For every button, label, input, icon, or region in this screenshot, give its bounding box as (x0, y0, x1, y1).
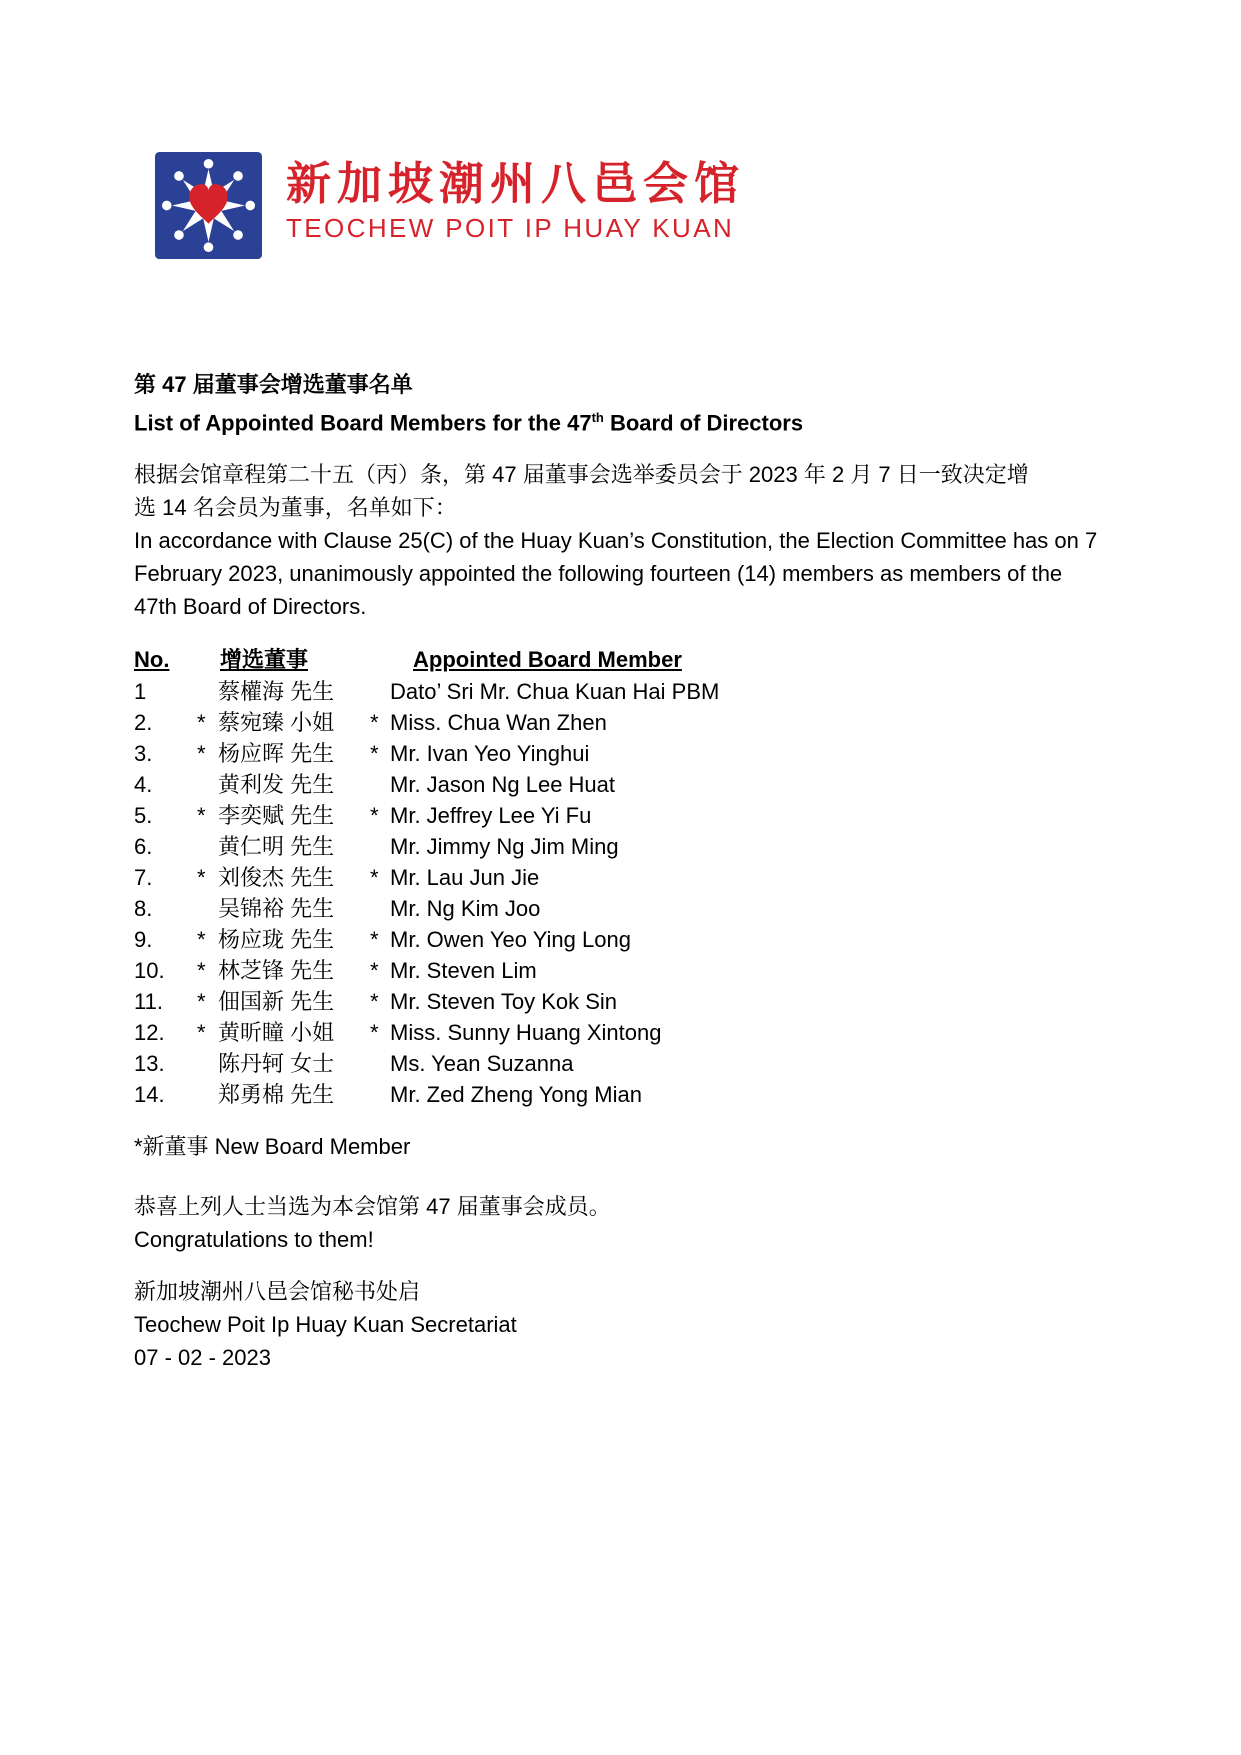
member-name-english (370, 831, 719, 862)
signoff-date: 07 - 02 - 2023 (134, 1345, 271, 1370)
congrats-english: Congratulations to them! (134, 1227, 374, 1252)
new-member-asterisk (197, 1048, 218, 1079)
english-name-text: Mr. Ivan Yeo Yinghui (390, 741, 590, 766)
table-row (134, 862, 719, 893)
new-member-asterisk: * (370, 989, 379, 1014)
new-member-asterisk (197, 831, 218, 862)
intro-line: February 2023, unanimously appointed the following fourteen (14) members as members of the (134, 561, 1063, 586)
congrats-chinese: 恭喜上列人士当选为本会馆第 47 届董事会成员。 (134, 1194, 611, 1219)
member-name-chinese (197, 707, 370, 738)
english-name-text: Mr. Ng Kim Joo (390, 896, 541, 921)
row-number: 6. (134, 834, 153, 859)
row-number: 3. (134, 741, 153, 766)
new-member-asterisk: * (370, 927, 379, 952)
chinese-name-text: 林芝锋 先生 (218, 958, 335, 983)
row-number: 13. (134, 1051, 165, 1076)
table-row (134, 1017, 719, 1048)
new-member-asterisk: * (197, 1020, 206, 1045)
chinese-name-text: 陈丹轲 女士 (218, 1051, 335, 1076)
intro-line: 选 14 名会员为董事，名单如下： (134, 495, 457, 520)
title-ordinal-superscript: th (591, 410, 604, 425)
row-number: 8. (134, 896, 153, 921)
member-name-english (370, 924, 719, 955)
member-name-chinese (197, 1079, 370, 1110)
member-name-english (370, 893, 719, 924)
title-chinese: 第 47 届董事会增选董事名单 (134, 372, 413, 397)
row-number: 4. (134, 772, 153, 797)
new-member-asterisk: * (370, 741, 379, 766)
member-name-english (370, 707, 719, 738)
english-name-text: Mr. Steven Lim (390, 958, 537, 983)
title-english-suffix: Board of Directors (603, 410, 804, 436)
members-table (134, 643, 719, 1110)
new-member-asterisk: * (197, 958, 206, 983)
row-number: 10. (134, 958, 165, 983)
chinese-name-text: 黄仁明 先生 (218, 834, 335, 859)
table-row (134, 986, 719, 1017)
chinese-name-text: 佃国新 先生 (218, 989, 335, 1014)
new-member-asterisk: * (197, 865, 206, 890)
english-name-text: Mr. Jeffrey Lee Yi Fu (390, 803, 592, 828)
member-name-chinese (197, 924, 370, 955)
new-member-asterisk: * (370, 710, 379, 735)
new-member-asterisk: * (197, 927, 206, 952)
table-row (134, 676, 719, 707)
new-member-note: *新董事 New Board Member (134, 1134, 411, 1159)
logo-text (286, 152, 745, 244)
logo-chinese-name: 新加坡潮州八邑会馆 (286, 157, 746, 210)
english-name-text: Mr. Zed Zheng Yong Mian (390, 1082, 642, 1107)
new-member-asterisk (370, 769, 390, 800)
member-name-english (370, 955, 719, 986)
row-number: 5. (134, 803, 153, 828)
english-name-text: Ms. Yean Suzanna (390, 1051, 574, 1076)
row-number: 1 (134, 679, 147, 704)
row-number: 14. (134, 1082, 165, 1107)
english-name-text: Miss. Chua Wan Zhen (390, 710, 607, 735)
new-member-asterisk (370, 893, 390, 924)
new-member-asterisk: * (197, 803, 206, 828)
new-member-asterisk: * (197, 741, 206, 766)
header-english-label: Appointed Board Member (413, 647, 682, 672)
new-member-asterisk (370, 676, 390, 707)
chinese-name-text: 李奕赋 先生 (218, 803, 335, 828)
chinese-name-text: 杨应晖 先生 (218, 741, 335, 766)
member-name-chinese (197, 800, 370, 831)
table-row (134, 955, 719, 986)
new-member-asterisk (197, 769, 218, 800)
row-number: 12. (134, 1020, 165, 1045)
table-header-row (134, 643, 719, 676)
row-number: 11. (134, 989, 163, 1014)
intro-line: In accordance with Clause 25(C) of the Huay Kuan’s Constitution, the Election Committee has on 7 (134, 528, 1098, 553)
table-row (134, 924, 719, 955)
new-member-asterisk: * (197, 989, 206, 1014)
member-name-english (370, 986, 719, 1017)
header-no-label: No. (134, 647, 170, 672)
title-english (134, 401, 803, 439)
english-name-text: Mr. Jimmy Ng Jim Ming (390, 834, 619, 859)
row-number: 9. (134, 927, 153, 952)
row-number: 2. (134, 710, 153, 735)
intro-paragraph (134, 458, 1124, 623)
member-name-chinese (197, 676, 370, 707)
member-name-chinese (197, 955, 370, 986)
new-member-asterisk (370, 1048, 390, 1079)
new-member-asterisk: * (197, 710, 206, 735)
new-member-asterisk (197, 676, 218, 707)
chinese-name-text: 黄昕瞳 小姐 (218, 1020, 335, 1045)
table-row (134, 1048, 719, 1079)
member-name-chinese (197, 1048, 370, 1079)
star-heart-emblem-icon (155, 152, 262, 259)
english-name-text: Miss. Sunny Huang Xintong (390, 1020, 662, 1045)
table-row (134, 893, 719, 924)
new-member-asterisk: * (370, 958, 379, 983)
header-chinese-label: 增选董事 (220, 647, 309, 672)
table-row (134, 707, 719, 738)
new-member-asterisk: * (370, 1020, 379, 1045)
member-name-chinese (197, 738, 370, 769)
new-member-asterisk (370, 1079, 390, 1110)
intro-line: 47th Board of Directors. (134, 594, 367, 619)
table-row (134, 831, 719, 862)
english-name-text: Mr. Jason Ng Lee Huat (390, 772, 616, 797)
member-name-chinese (197, 862, 370, 893)
signoff-english: Teochew Poit Ip Huay Kuan Secretariat (134, 1312, 517, 1337)
chinese-name-text: 蔡宛臻 小姐 (218, 710, 335, 735)
header-no (134, 643, 197, 676)
member-name-chinese (197, 769, 370, 800)
member-name-english (370, 1048, 719, 1079)
new-member-asterisk: * (370, 803, 379, 828)
member-name-english (370, 800, 719, 831)
new-member-asterisk: * (370, 865, 379, 890)
logo-english-name: TEOCHEW POIT IP HUAY KUAN (286, 212, 735, 243)
member-name-english (370, 676, 719, 707)
english-name-text: Mr. Owen Yeo Ying Long (390, 927, 631, 952)
table-row (134, 800, 719, 831)
english-name-text: Mr. Steven Toy Kok Sin (390, 989, 618, 1014)
member-name-english (370, 769, 719, 800)
member-name-chinese (197, 986, 370, 1017)
organization-logo (155, 152, 745, 259)
signoff-chinese: 新加坡潮州八邑会馆秘书处启 (134, 1279, 421, 1304)
header-chinese-name (197, 643, 393, 676)
new-member-asterisk (370, 831, 390, 862)
new-member-asterisk (197, 1079, 218, 1110)
member-name-chinese (197, 1017, 370, 1048)
chinese-name-text: 蔡權海 先生 (218, 679, 335, 704)
signoff (134, 1275, 517, 1374)
header-english-name (393, 643, 719, 676)
table-row (134, 1079, 719, 1110)
new-member-asterisk (197, 893, 218, 924)
chinese-name-text: 杨应珑 先生 (218, 927, 335, 952)
row-number: 7. (134, 865, 153, 890)
member-name-chinese (197, 831, 370, 862)
chinese-name-text: 刘俊杰 先生 (218, 865, 335, 890)
member-name-english (370, 862, 719, 893)
title-english-text: List of Appointed Board Members for the 47 (134, 410, 592, 436)
chinese-name-text: 黄利发 先生 (218, 772, 335, 797)
table-row (134, 769, 719, 800)
english-name-text: Mr. Lau Jun Jie (390, 865, 540, 890)
english-name-text: Dato’ Sri Mr. Chua Kuan Hai PBM (390, 679, 720, 704)
document-title (134, 368, 803, 439)
chinese-name-text: 郑勇棉 先生 (218, 1082, 335, 1107)
member-name-english (370, 738, 719, 769)
intro-line: 根据会馆章程第二十五（丙）条，第 47 届董事会选举委员会于 2023 年 2 月 7 日一致决定增 (134, 462, 1029, 487)
member-name-chinese (197, 893, 370, 924)
congratulations (134, 1190, 611, 1256)
chinese-name-text: 吴锦裕 先生 (218, 896, 335, 921)
member-name-english (370, 1017, 719, 1048)
table-row (134, 738, 719, 769)
member-name-english (370, 1079, 719, 1110)
